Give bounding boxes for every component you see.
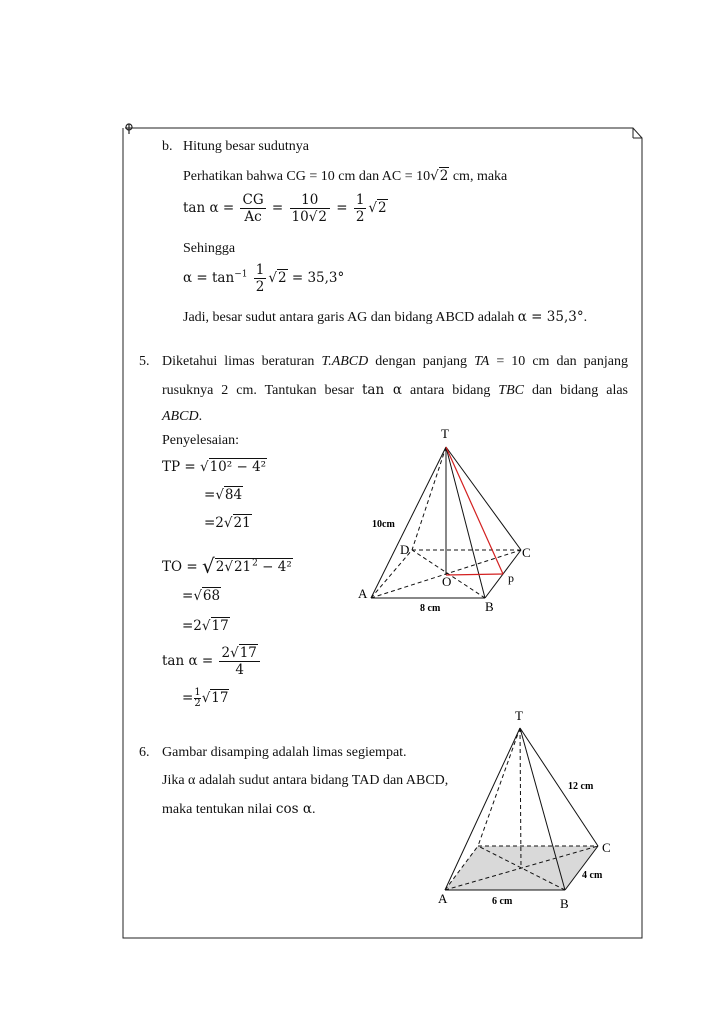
edge-td <box>478 728 520 846</box>
fig6-base-label: 6 cm <box>492 896 513 907</box>
fig5-label-a: A <box>358 586 368 601</box>
to-step-2: =√68 <box>182 588 221 604</box>
fig5-label-p: p <box>508 571 514 585</box>
fig5-label-t: T <box>441 426 449 441</box>
tan-formula: tan α = $\frac{CG}{Ac}$ = $\frac{10}{10√2}$ = $\frac{1}{2}$ √2 <box>183 192 387 225</box>
part-b-heading: Hitung besar sudutnya <box>183 139 309 154</box>
tp-step-3: =2√21 <box>204 515 251 531</box>
sehingga-label: Sehingga <box>183 241 236 256</box>
given-statement: Perhatikan bahwa CG = 10 cm dan AC = 10√2 cm, maka <box>183 168 508 184</box>
tp-step-2: =√84 <box>204 487 243 503</box>
problem-6-line-3: maka tentukan nilai cos α. <box>162 801 316 817</box>
to-step-1: TO = $√2√21^2 - 4^2$ <box>162 554 292 578</box>
fraction-one-half: $\frac{1}{2}$ <box>355 192 365 225</box>
problem-6-line-1: Gambar disamping adalah limas segiempat. <box>162 745 407 760</box>
fig5-label-b: B <box>485 599 494 614</box>
problem-5-number: 5. <box>139 354 150 369</box>
problem-5-line-1: Diketahui limas beraturan T.ABCD dengan panjang TA = 10 cm dan panjang <box>162 354 628 369</box>
problem-5-line-3: ABCD. <box>162 409 203 424</box>
tan-final: = $\frac{1}{2}$ √17 <box>182 687 229 709</box>
scroll-icon <box>126 124 132 134</box>
problem-6-number: 6. <box>139 745 150 760</box>
problem-6-line-2: Jika α adalah sudut antara bidang TAD dan ABCD, <box>162 773 449 788</box>
fig5-label-o: O <box>442 574 452 589</box>
tan-result: tan α = $\frac{2√17}{4}$ <box>162 645 262 678</box>
fig6-edge-label: 12 cm <box>568 781 594 792</box>
edge-tc <box>446 447 521 550</box>
to-step-3: =2√17 <box>182 618 229 634</box>
fig5-label-c: C <box>522 545 531 560</box>
pyramid-figure-5 <box>350 420 550 620</box>
part-b-label: b. <box>162 139 173 154</box>
penyelesaian-label: Penyelesaian: <box>162 433 239 448</box>
fraction-10-over-10root2: $\frac{10}{10√2}$ <box>290 192 330 225</box>
fig6-label-a: A <box>438 891 448 906</box>
fig5-label-d: D <box>400 542 410 557</box>
fig5-base-label: 8 cm <box>420 603 441 614</box>
red-line-tp <box>446 447 503 574</box>
edge-td <box>412 447 446 550</box>
red-line-op <box>446 574 503 575</box>
fig6-label-t: T <box>515 708 523 723</box>
tp-step-1: TP = √10² − 4² <box>162 459 267 475</box>
fig5-edge-label: 10cm <box>372 519 395 530</box>
problem-5-line-2: rusuknya 2 cm. Tantukan besar tan α antara bidang TBC dan bidang alas <box>162 382 629 398</box>
fraction-cg-ac: $\frac{CG}{Ac}$ <box>242 192 264 225</box>
fig6-label-b: B <box>560 896 569 911</box>
alpha-formula: $\alpha = \tan^{-1}$ $\frac{1}{2}$ √2 = 35,3° <box>183 262 345 295</box>
fig6-side-label: 4 cm <box>582 870 603 881</box>
fig6-label-c: C <box>602 840 611 855</box>
pyramid-figure-6 <box>430 700 630 915</box>
conclusion: Jadi, besar sudut antara garis AG dan bidang ABCD adalah α = 35,3°. <box>183 309 588 325</box>
